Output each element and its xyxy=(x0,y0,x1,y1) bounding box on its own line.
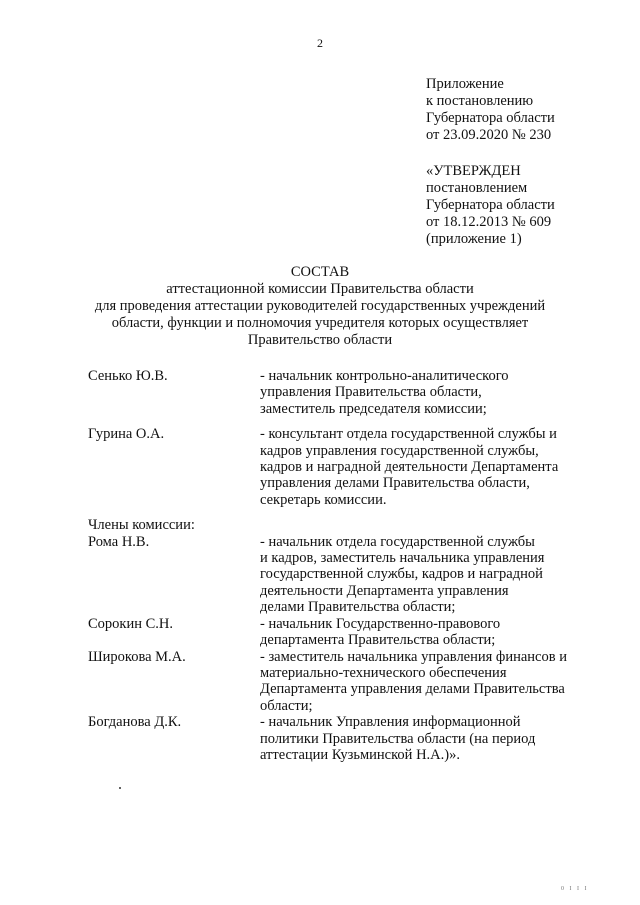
approved-line: постановлением xyxy=(426,180,528,196)
member-row xyxy=(88,714,598,763)
approved-line: от 18.12.2013 № 609 xyxy=(426,214,552,230)
title-line: аттестационной комиссии Правительства области xyxy=(166,281,474,297)
scan-speck xyxy=(119,787,121,789)
member-name: Гурина О.А. xyxy=(88,426,165,443)
members-section-label: Члены комиссии: xyxy=(88,517,195,534)
title-line: для проведения аттестации руководителей государственных учреждений xyxy=(94,298,546,314)
approved-line: «УТВЕРЖДЕН xyxy=(426,163,521,179)
member-position: - начальник Управления информационной политики Правительства области (на период аттестации Кузьминской Н.А.)». xyxy=(260,714,536,763)
appendix-line: к постановлению xyxy=(426,93,534,109)
member-position: - начальник контрольно-аналитического управления Правительства области, заместитель председателя комиссии; xyxy=(260,368,509,417)
approved-block xyxy=(426,163,555,248)
member-name: Богданова Д.К. xyxy=(88,714,182,731)
member-row xyxy=(88,616,598,649)
title-line: Правительство области xyxy=(247,332,393,348)
member-name: Широкова М.А. xyxy=(88,648,186,665)
member-row xyxy=(88,649,598,715)
document-title xyxy=(0,264,640,349)
appendix-line: Приложение xyxy=(426,76,504,92)
member-position: - заместитель начальника управления финансов и материально-технического обеспечения Департамента управления делами Правительства области; xyxy=(260,648,567,714)
member-position: - консультант отдела государственной службы и кадров управления государственной службы, кадров и наградной деятельности Департамента управления делами Правительства области, секретарь комиссии. xyxy=(260,426,559,508)
appendix-block xyxy=(426,76,555,144)
member-name: Сорокин С.Н. xyxy=(88,615,174,632)
commission-members xyxy=(88,368,598,763)
member-row xyxy=(88,534,598,616)
member-row xyxy=(88,368,598,417)
member-row xyxy=(88,426,598,508)
member-position: - начальник отдела государственной службы и кадров, заместитель начальника управления государственной службы, кадров и наградной деятельности Департамента управления делами Правительства области; xyxy=(260,533,545,616)
appendix-line: Губернатора области xyxy=(426,110,555,126)
member-name: Сенько Ю.В. xyxy=(88,368,168,384)
appendix-line: от 23.09.2020 № 230 xyxy=(426,127,552,143)
title-heading: СОСТАВ xyxy=(290,264,350,280)
member-name: Рома Н.В. xyxy=(88,533,150,550)
approved-line: Губернатора области xyxy=(426,197,555,213)
page-number: 2 xyxy=(317,36,323,50)
approved-line: (приложение 1) xyxy=(426,231,522,247)
member-position: - начальник Государственно-правового департамента Правительства области; xyxy=(260,615,501,649)
footer-marks: 0 I I I xyxy=(561,886,589,892)
title-line: области, функции и полномочия учредителя которых осуществляет xyxy=(111,315,529,331)
